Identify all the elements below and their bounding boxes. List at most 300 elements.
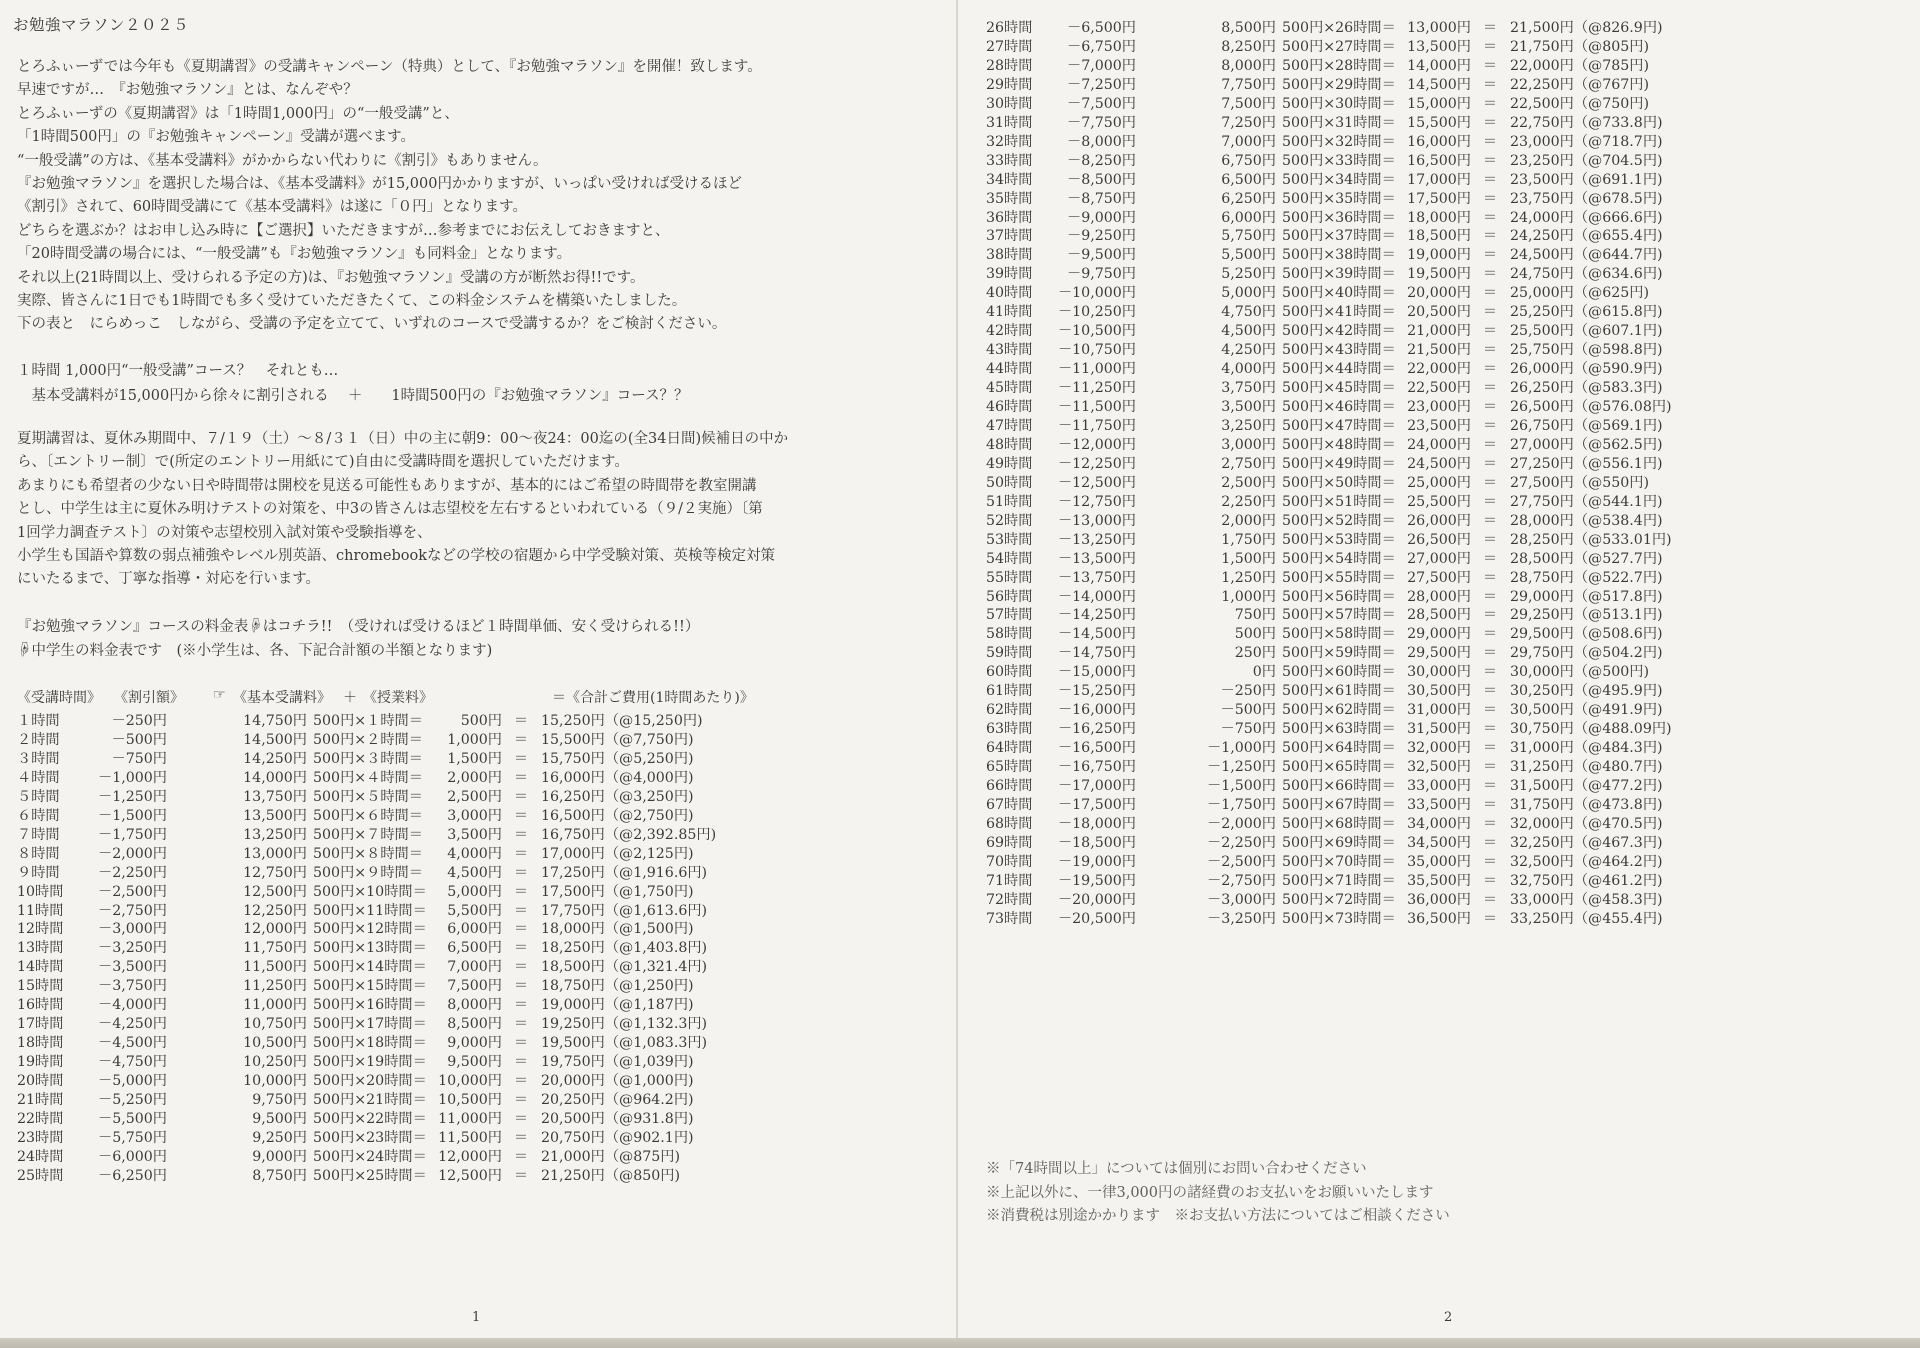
cell-formula: 500円×64時間＝: [1282, 740, 1396, 757]
cell-discount: －14,000円: [1057, 588, 1136, 605]
cell-hours: 17時間: [17, 1016, 64, 1033]
cell-tuition: 6,000円: [447, 921, 502, 938]
cell-tuition: 8,000円: [447, 997, 502, 1014]
cell-discount: －7,500円: [1067, 95, 1136, 112]
cell-discount: －4,000円: [98, 997, 167, 1014]
cell-tuition: 11,500円: [438, 1129, 502, 1146]
cell-discount: －18,000円: [1057, 815, 1136, 832]
cell-total: 33,250円（@455.4円): [1510, 910, 1663, 927]
cell-discount: －5,000円: [98, 1073, 167, 1090]
cell-discount: －9,500円: [1067, 247, 1136, 264]
cell-discount: －12,750円: [1057, 493, 1136, 510]
cell-total: 31,000円（@484.3円): [1510, 740, 1663, 757]
footnote-line: ※「74時間以上」については個別にお問い合わせください: [986, 1161, 1367, 1177]
cell-tuition: 34,000円: [1407, 815, 1471, 832]
cell-base-fee: 14,500円: [243, 731, 307, 748]
cell-formula: 500円×37時間＝: [1282, 228, 1396, 245]
cell-total: 33,000円（@458.3円): [1510, 891, 1663, 908]
cell-tuition: 15,000円: [1407, 95, 1471, 112]
cell-discount: －10,500円: [1057, 323, 1136, 340]
cell-equals: ＝: [1482, 910, 1498, 927]
cell-equals: ＝: [1482, 266, 1498, 283]
cell-formula: 500円×60時間＝: [1282, 664, 1396, 681]
cell-equals: ＝: [1482, 152, 1498, 169]
cell-base-fee: 750円: [1234, 607, 1276, 624]
cell-discount: －8,000円: [1067, 133, 1136, 150]
cell-total: 22,250円（@767円): [1510, 76, 1650, 93]
cell-total: 24,000円（@666.6円): [1510, 209, 1663, 226]
cell-hours: 70時間: [986, 853, 1033, 870]
cell-discount: －20,500円: [1057, 910, 1136, 927]
cell-total: 19,750円（@1,039円): [541, 1054, 694, 1071]
cell-equals: ＝: [1482, 834, 1498, 851]
cell-tuition: 17,000円: [1407, 171, 1471, 188]
cell-equals: ＝: [1482, 38, 1498, 55]
cell-formula: 500円×31時間＝: [1282, 114, 1396, 131]
cell-total: 26,250円（@583.3円): [1510, 380, 1663, 397]
cell-base-fee: 4,500円: [1221, 323, 1276, 340]
cell-total: 23,250円（@704.5円): [1510, 152, 1663, 169]
cell-base-fee: 5,500円: [1221, 247, 1276, 264]
cell-total: 24,750円（@634.6円): [1510, 266, 1663, 283]
cell-total: 27,250円（@556.1円): [1510, 455, 1663, 472]
cell-base-fee: 12,750円: [243, 864, 307, 881]
intro-line: とろふぃーずでは今年も《夏期講習》の受講キャンペーン（特典）として、『お勉強マラソン』を開催！致します。: [17, 59, 762, 75]
fee-note-line: ☟中学生の料金表です (※小学生は、各、下記合計額の半額となります): [17, 642, 493, 659]
cell-hours: 41時間: [986, 304, 1033, 321]
cell-equals: ＝: [1482, 853, 1498, 870]
cell-total: 24,250円（@655.4円): [1510, 228, 1663, 245]
cell-base-fee: 250円: [1234, 645, 1276, 662]
cell-formula: 500円×27時間＝: [1282, 38, 1396, 55]
cell-total: 20,750円（@902.1円): [541, 1129, 694, 1146]
cell-tuition: 8,500円: [447, 1016, 502, 1033]
cell-total: 26,750円（@569.1円): [1510, 417, 1663, 434]
cell-hours: 72時間: [986, 891, 1033, 908]
cell-tuition: 20,500円: [1407, 304, 1471, 321]
cell-hours: 73時間: [986, 910, 1033, 927]
cell-equals: ＝: [513, 959, 529, 976]
cell-discount: －3,250円: [98, 940, 167, 957]
cell-base-fee: 11,750円: [243, 940, 307, 957]
cell-base-fee: －3,000円: [1207, 891, 1276, 908]
cell-discount: －14,500円: [1057, 626, 1136, 643]
cell-total: 24,500円（@644.7円): [1510, 247, 1663, 264]
cell-total: 31,750円（@473.8円): [1510, 796, 1663, 813]
cell-formula: 500円×32時間＝: [1282, 133, 1396, 150]
cell-total: 32,750円（@461.2円): [1510, 872, 1663, 889]
cell-hours: 69時間: [986, 834, 1033, 851]
cell-hours: 18時間: [17, 1035, 64, 1052]
cell-hours: ９時間: [17, 864, 60, 881]
cell-discount: －250円: [111, 713, 167, 729]
cell-discount: －4,750円: [98, 1054, 167, 1071]
cell-discount: －3,000円: [98, 921, 167, 938]
cell-equals: ＝: [513, 1035, 529, 1052]
cell-tuition: 12,500円: [438, 1167, 502, 1184]
cell-formula: 500円×42時間＝: [1282, 323, 1396, 340]
cell-total: 32,000円（@470.5円): [1510, 815, 1663, 832]
cell-tuition: 32,000円: [1407, 740, 1471, 757]
cell-tuition: 36,500円: [1407, 910, 1471, 927]
cell-base-fee: 11,250円: [243, 978, 307, 995]
cell-discount: －7,000円: [1067, 57, 1136, 74]
cell-formula: 500円×30時間＝: [1282, 95, 1396, 112]
cell-equals: ＝: [513, 978, 529, 995]
header-tuition: 《授業料》: [363, 690, 433, 706]
cell-total: 25,250円（@615.8円): [1510, 304, 1663, 321]
cell-base-fee: 4,000円: [1221, 361, 1276, 378]
cell-equals: ＝: [1482, 76, 1498, 93]
cell-base-fee: 8,500円: [1221, 20, 1276, 36]
cell-base-fee: －2,750円: [1207, 872, 1276, 889]
cell-base-fee: 8,250円: [1221, 38, 1276, 55]
cell-base-fee: 3,000円: [1221, 436, 1276, 453]
cell-hours: 68時間: [986, 815, 1033, 832]
cell-discount: －12,500円: [1057, 474, 1136, 491]
cell-hours: 10時間: [17, 883, 64, 900]
cell-equals: ＝: [1482, 702, 1498, 719]
cell-formula: 500円×62時間＝: [1282, 702, 1396, 719]
cell-tuition: 500円: [460, 713, 502, 729]
cell-equals: ＝: [1482, 645, 1498, 662]
cell-total: 29,250円（@513.1円): [1510, 607, 1663, 624]
cell-tuition: 7,000円: [447, 959, 502, 976]
choice-line: １時間 1,000円“一般受講”コース？ それとも…: [17, 363, 339, 379]
cell-total: 32,500円（@464.2円): [1510, 853, 1663, 870]
cell-total: 28,250円（@533.01円): [1510, 531, 1672, 548]
cell-formula: 500円×66時間＝: [1282, 778, 1396, 794]
cell-discount: －13,250円: [1057, 531, 1136, 548]
cell-tuition: 31,000円: [1407, 702, 1471, 719]
cell-hours: 58時間: [986, 626, 1033, 643]
cell-formula: 500円×63時間＝: [1282, 721, 1396, 738]
cell-base-fee: 7,750円: [1221, 76, 1276, 93]
cell-total: 31,500円（@477.2円): [1510, 778, 1663, 794]
cell-tuition: 30,500円: [1407, 683, 1471, 700]
cell-base-fee: 10,000円: [243, 1073, 307, 1090]
cell-base-fee: －250円: [1220, 683, 1276, 700]
cell-base-fee: 3,250円: [1221, 417, 1276, 434]
cell-formula: 500円×39時間＝: [1282, 266, 1396, 283]
cell-total: 22,500円（@750円): [1510, 95, 1650, 112]
cell-equals: ＝: [1482, 417, 1498, 434]
intro-line: とろふぃーずの《夏期講習》は「1時間1,000円」の“一般受講”と、: [17, 105, 459, 122]
cell-hours: ６時間: [17, 807, 60, 824]
cell-equals: ＝: [1482, 740, 1498, 757]
cell-total: 15,750円（@5,250円): [541, 750, 694, 767]
cell-discount: －1,750円: [98, 826, 167, 843]
cell-discount: －10,250円: [1057, 304, 1136, 321]
cell-formula: 500円×54時間＝: [1282, 550, 1396, 567]
cell-discount: －12,000円: [1057, 436, 1136, 453]
cell-total: 26,500円（@576.08円): [1510, 399, 1672, 415]
cell-base-fee: －500円: [1220, 702, 1276, 719]
cell-hours: 52時間: [986, 512, 1033, 529]
cell-total: 20,000円（@1,000円): [541, 1073, 694, 1090]
cell-tuition: 3,500円: [447, 826, 502, 843]
cell-base-fee: 2,000円: [1221, 512, 1276, 529]
cell-equals: ＝: [1482, 95, 1498, 112]
header-base-fee: 《基本受講料》: [233, 690, 331, 706]
cell-discount: －8,500円: [1067, 171, 1136, 188]
cell-discount: －10,000円: [1057, 285, 1136, 302]
cell-tuition: 9,000円: [447, 1035, 502, 1052]
cell-equals: ＝: [1482, 342, 1498, 359]
cell-tuition: 11,000円: [438, 1110, 502, 1127]
page-fold: [956, 0, 958, 1338]
cell-base-fee: 10,500円: [243, 1035, 307, 1052]
cell-total: 19,500円（@1,083.3円): [541, 1035, 708, 1052]
cell-formula: 500円×44時間＝: [1282, 361, 1396, 378]
header-hours: 《受講時間》: [17, 690, 101, 706]
cell-hours: 71時間: [986, 872, 1033, 889]
cell-base-fee: 0円: [1252, 664, 1276, 681]
cell-formula: 500円×９時間＝: [313, 864, 423, 881]
cell-formula: 500円×25時間＝: [313, 1167, 427, 1184]
cell-equals: ＝: [1482, 872, 1498, 889]
cell-tuition: 30,000円: [1407, 664, 1471, 681]
cell-formula: 500円×43時間＝: [1282, 342, 1396, 359]
cell-equals: ＝: [1482, 796, 1498, 813]
cell-equals: ＝: [513, 750, 529, 767]
intro-line: 「1時間500円」の『お勉強キャンペーン』受講が選べます。: [17, 129, 415, 146]
cell-hours: 44時間: [986, 361, 1033, 378]
document-title: お勉強マラソン２０２５: [13, 16, 190, 34]
cell-formula: 500円×58時間＝: [1282, 626, 1396, 643]
cell-total: 23,750円（@678.5円): [1510, 190, 1663, 207]
cell-equals: ＝: [513, 1148, 529, 1165]
cell-hours: 20時間: [17, 1073, 64, 1090]
cell-hours: 53時間: [986, 531, 1033, 548]
cell-discount: －15,000円: [1057, 664, 1136, 681]
cell-tuition: 12,000円: [438, 1148, 502, 1165]
cell-equals: ＝: [1482, 455, 1498, 472]
cell-total: 30,750円（@488.09円): [1510, 721, 1672, 738]
intro-line: 実際、皆さんに1日でも1時間でも多く受けていただきたくて、この料金システムを構築いたしました。: [17, 292, 687, 309]
cell-hours: 34時間: [986, 171, 1033, 188]
cell-formula: 500円×６時間＝: [313, 807, 423, 824]
cell-tuition: 27,000円: [1407, 550, 1471, 567]
cell-base-fee: 5,000円: [1221, 285, 1276, 302]
cell-tuition: 10,000円: [438, 1073, 502, 1090]
cell-tuition: 16,500円: [1407, 152, 1471, 169]
cell-formula: 500円×49時間＝: [1282, 455, 1396, 472]
cell-tuition: 35,000円: [1407, 853, 1471, 870]
cell-equals: ＝: [513, 1110, 529, 1127]
cell-equals: ＝: [513, 1167, 529, 1184]
cell-hours: 36時間: [986, 209, 1033, 226]
cell-discount: －20,000円: [1057, 891, 1136, 908]
cell-discount: －4,500円: [98, 1035, 167, 1052]
cell-hours: 13時間: [17, 940, 64, 957]
summer-line: にいたるまで、丁寧な指導・対応を行います。: [17, 571, 321, 588]
cell-tuition: 2,000円: [447, 769, 502, 786]
cell-base-fee: 13,250円: [243, 826, 307, 843]
cell-base-fee: 7,000円: [1221, 133, 1276, 150]
cell-base-fee: 6,500円: [1221, 171, 1276, 188]
cell-equals: ＝: [1482, 778, 1498, 794]
cell-equals: ＝: [1482, 247, 1498, 264]
cell-hours: ７時間: [17, 826, 60, 843]
fee-table-intro: [17, 616, 947, 663]
cell-discount: －8,750円: [1067, 190, 1136, 207]
cell-discount: －6,500円: [1067, 20, 1136, 36]
cell-total: 16,000円（@4,000円): [541, 769, 694, 786]
cell-tuition: 29,500円: [1407, 645, 1471, 662]
cell-hours: 57時間: [986, 607, 1033, 624]
page-number: 1: [472, 1310, 481, 1325]
cell-hours: 42時間: [986, 323, 1033, 340]
cell-hours: 11時間: [17, 902, 64, 919]
cell-hours: 65時間: [986, 759, 1033, 776]
cell-formula: 500円×33時間＝: [1282, 152, 1396, 169]
cell-total: 29,750円（@504.2円): [1510, 645, 1663, 662]
cell-discount: －13,000円: [1057, 512, 1136, 529]
cell-base-fee: 9,000円: [252, 1148, 307, 1165]
cell-equals: ＝: [1482, 721, 1498, 738]
cell-base-fee: 500円: [1234, 626, 1276, 643]
cell-tuition: 16,000円: [1407, 133, 1471, 150]
cell-formula: 500円×57時間＝: [1282, 607, 1396, 624]
cell-equals: ＝: [1482, 114, 1498, 131]
cell-tuition: 34,500円: [1407, 834, 1471, 851]
cell-equals: ＝: [1482, 361, 1498, 378]
cell-base-fee: －1,000円: [1207, 740, 1276, 757]
cell-discount: －5,750円: [98, 1129, 167, 1146]
cell-base-fee: 6,750円: [1221, 152, 1276, 169]
choice-line: 基本受講料が15,000円から徐々に割引される ＋ 1時間500円の『お勉強マラソン』コース？？: [17, 387, 689, 404]
cell-hours: 14時間: [17, 959, 64, 976]
cell-tuition: 24,500円: [1407, 455, 1471, 472]
cell-discount: －18,500円: [1057, 834, 1136, 851]
cell-total: 21,500円（@826.9円): [1510, 20, 1663, 36]
cell-total: 27,500円（@550円): [1510, 474, 1650, 491]
cell-tuition: 5,000円: [447, 883, 502, 900]
cell-total: 28,500円（@527.7円): [1510, 550, 1663, 567]
cell-base-fee: 6,250円: [1221, 190, 1276, 207]
cell-formula: 500円×72時間＝: [1282, 891, 1396, 908]
cell-hours: 30時間: [986, 95, 1033, 112]
cell-formula: 500円×19時間＝: [313, 1054, 427, 1071]
cell-base-fee: 7,500円: [1221, 95, 1276, 112]
cell-base-fee: 6,000円: [1221, 209, 1276, 226]
cell-formula: 500円×13時間＝: [313, 940, 427, 957]
cell-equals: ＝: [513, 845, 529, 862]
cell-hours: ４時間: [17, 769, 60, 786]
cell-discount: －4,250円: [98, 1016, 167, 1033]
cell-hours: 27時間: [986, 38, 1033, 55]
cell-discount: －750円: [111, 750, 167, 767]
cell-total: 32,250円（@467.3円): [1510, 834, 1663, 851]
cell-equals: ＝: [513, 997, 529, 1014]
cell-equals: ＝: [513, 1016, 529, 1033]
cell-discount: －16,500円: [1057, 740, 1136, 757]
cell-formula: 500円×21時間＝: [313, 1092, 427, 1108]
cell-equals: ＝: [1482, 815, 1498, 832]
cell-equals: ＝: [1482, 550, 1498, 567]
cell-formula: 500円×36時間＝: [1282, 209, 1396, 226]
cell-base-fee: 5,250円: [1221, 266, 1276, 283]
cell-tuition: 13,500円: [1407, 38, 1471, 55]
cell-tuition: 32,500円: [1407, 759, 1471, 776]
cell-hours: 61時間: [986, 683, 1033, 700]
cell-tuition: 23,000円: [1407, 399, 1471, 415]
cell-formula: 500円×59時間＝: [1282, 645, 1396, 662]
cell-tuition: 4,000円: [447, 845, 502, 862]
cell-tuition: 23,500円: [1407, 417, 1471, 434]
cell-tuition: 18,000円: [1407, 209, 1471, 226]
cell-tuition: 21,000円: [1407, 323, 1471, 340]
cell-equals: ＝: [1482, 759, 1498, 776]
cell-equals: ＝: [1482, 285, 1498, 302]
cell-tuition: 17,500円: [1407, 190, 1471, 207]
cell-hours: 37時間: [986, 228, 1033, 245]
cell-formula: 500円×１時間＝: [313, 713, 423, 729]
intro-line: どちらを選ぶか？はお申し込み時に【ご選択】いただきますが…参考までにお伝えしておきますと、: [17, 222, 670, 239]
page-1: [0, 0, 955, 1338]
cell-equals: ＝: [1482, 20, 1498, 36]
cell-equals: ＝: [1482, 891, 1498, 908]
pointing-hand-icon: ☞: [213, 687, 226, 703]
cell-equals: ＝: [1482, 664, 1498, 681]
cell-tuition: 14,000円: [1407, 57, 1471, 74]
cell-hours: 26時間: [986, 20, 1033, 36]
cell-formula: 500円×48時間＝: [1282, 436, 1396, 453]
fee-note-line: 『お勉強マラソン』コースの料金表☟はコチラ!! （受ければ受けるほど１時間単価、安く受けられる!!）: [17, 619, 700, 635]
cell-discount: －14,250円: [1057, 607, 1136, 624]
cell-discount: －2,250円: [98, 864, 167, 881]
cell-base-fee: －2,250円: [1207, 834, 1276, 851]
intro-line: それ以上(21時間以上、受けられる予定の方)は、『お勉強マラソン』受講の方が断然お得!!です。: [17, 269, 645, 286]
cell-discount: －16,750円: [1057, 759, 1136, 776]
cell-hours: 47時間: [986, 417, 1033, 434]
cell-discount: －11,750円: [1057, 417, 1136, 434]
cell-hours: 21時間: [17, 1092, 64, 1108]
cell-hours: 31時間: [986, 114, 1033, 131]
cell-discount: －6,250円: [98, 1167, 167, 1184]
cell-tuition: 19,500円: [1407, 266, 1471, 283]
cell-tuition: 19,000円: [1407, 247, 1471, 264]
cell-formula: 500円×16時間＝: [313, 997, 427, 1014]
cell-equals: ＝: [1482, 57, 1498, 74]
cell-tuition: 14,500円: [1407, 76, 1471, 93]
summer-line: 1回学力調査テスト〕の対策や志望校別入試対策や受験指導を、: [17, 524, 432, 541]
cell-base-fee: －2,000円: [1207, 815, 1276, 832]
cell-equals: ＝: [1482, 228, 1498, 245]
cell-formula: 500円×29時間＝: [1282, 76, 1396, 93]
cell-base-fee: 12,000円: [243, 921, 307, 938]
cell-discount: －9,000円: [1067, 209, 1136, 226]
cell-base-fee: 13,500円: [243, 807, 307, 824]
cell-formula: 500円×50時間＝: [1282, 474, 1396, 491]
cell-base-fee: 4,250円: [1221, 342, 1276, 359]
cell-formula: 500円×20時間＝: [313, 1073, 427, 1090]
summer-line: ら、〔エントリー制〕で(所定のエントリー用紙にて)自由に受講時間を選択していただけます。: [17, 454, 629, 471]
cell-tuition: 3,000円: [447, 807, 502, 824]
cell-total: 28,000円（@538.4円): [1510, 512, 1663, 529]
cell-formula: 500円×68時間＝: [1282, 815, 1396, 832]
cell-formula: 500円×73時間＝: [1282, 910, 1396, 927]
cell-tuition: 1,500円: [447, 750, 502, 767]
cell-formula: 500円×23時間＝: [313, 1129, 427, 1146]
cell-hours: 19時間: [17, 1054, 64, 1071]
cell-hours: 15時間: [17, 978, 64, 995]
cell-formula: 500円×35時間＝: [1282, 190, 1396, 207]
cell-total: 15,500円（@7,750円): [541, 731, 694, 748]
cell-base-fee: 1,000円: [1221, 588, 1276, 605]
cell-equals: ＝: [1482, 304, 1498, 321]
